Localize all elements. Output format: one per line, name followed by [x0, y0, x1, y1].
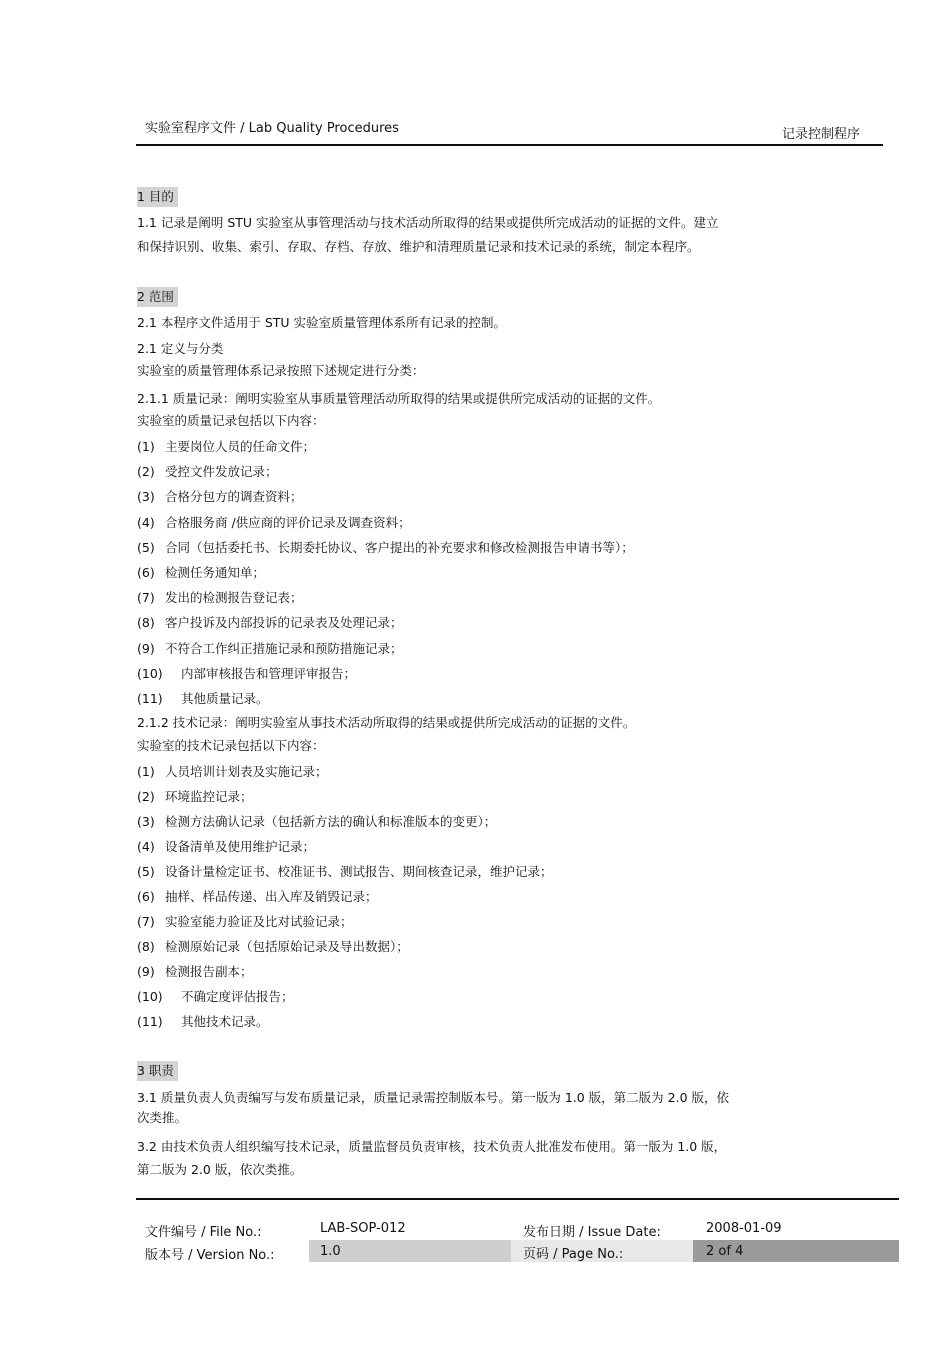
paragraph-3-1-line-2: 次类推。 — [137, 1110, 188, 1125]
technical-record-item — [137, 862, 553, 882]
technical-record-item-number: (3) — [137, 814, 155, 829]
technical-record-item — [137, 837, 315, 857]
header-rule — [136, 144, 883, 146]
quality-record-item-number: (2) — [137, 464, 155, 480]
quality-record-item-text: 受控文件发放记录； — [165, 464, 278, 480]
technical-record-item-number: (5) — [137, 864, 155, 879]
footer-version-label: 版本号 / Version No.: — [145, 1248, 275, 1263]
section-heading-scope: 2 范围 — [137, 287, 178, 307]
quality-record-item-number: (1) — [137, 439, 155, 454]
quality-record-item-text: 主要岗位人员的任命文件； — [165, 439, 316, 454]
paragraph-quality-intro: 实验室的质量记录包括以下内容： — [137, 413, 325, 428]
technical-record-item-text: 其他技术记录。 — [181, 1014, 269, 1029]
quality-record-item — [137, 462, 278, 482]
quality-record-item-text: 其他质量记录。 — [181, 691, 269, 706]
technical-record-item — [137, 812, 496, 832]
footer-rule — [136, 1198, 899, 1200]
technical-record-item — [137, 962, 253, 982]
quality-record-item-text: 合同（包括委托书、长期委托协议、客户提出的补充要求和修改检测报告申请书等）； — [165, 539, 634, 555]
paragraph-classification: 实验室的质量管理体系记录按照下述规定进行分类： — [137, 363, 425, 378]
technical-record-item-text: 实验室能力验证及比对试验记录； — [165, 914, 353, 929]
technical-record-item-number: (8) — [137, 939, 155, 954]
technical-record-item — [137, 1012, 269, 1032]
quality-record-item — [137, 437, 315, 457]
paragraph-tech-intro: 实验室的技术记录包括以下内容： — [137, 738, 325, 753]
technical-record-item-number: (4) — [137, 839, 155, 854]
quality-record-item — [137, 689, 269, 709]
paragraph-1-1-line-2: 和保持识别、收集、索引、存取、存档、存放、维护和清理质量记录和技术记录的系统，制定本程序。 — [137, 239, 700, 254]
technical-record-item-text: 设备清单及使用维护记录； — [165, 839, 316, 854]
technical-record-item — [137, 887, 378, 907]
quality-record-item-number: (4) — [137, 514, 155, 530]
quality-record-item-number: (8) — [137, 615, 155, 631]
section-heading-purpose: 1 目的 — [137, 187, 178, 207]
quality-record-item — [137, 664, 356, 684]
paragraph-3-1-line-1: 3.1 质量负责人负责编写与发布质量记录，质量记录需控制版本号。第一版为 1.0 版，第二版为 2.0 版，依 — [137, 1090, 730, 1105]
quality-record-item-number: (5) — [137, 539, 155, 555]
footer-page-value: 2 of 4 — [706, 1244, 744, 1259]
quality-record-item-text: 内部审核报告和管理评审报告； — [181, 665, 357, 681]
technical-record-item-text: 设备计量检定证书、校准证书、测试报告、期间核查记录，维护记录； — [165, 864, 553, 879]
technical-record-item-text: 检测报告副本； — [165, 964, 253, 979]
quality-record-item — [137, 639, 403, 659]
quality-record-item-text: 不符合工作纠正措施记录和预防措施记录； — [165, 640, 403, 656]
footer-file-no-label: 文件编号 / File No.: — [145, 1225, 262, 1240]
technical-record-item-text: 检测原始记录（包括原始记录及导出数据）； — [165, 939, 409, 954]
quality-record-item-number: (6) — [137, 565, 155, 580]
header-title-right: 记录控制程序 — [782, 127, 861, 142]
technical-record-item-text: 抽样、样品传递、出入库及销毁记录； — [165, 889, 378, 904]
paragraph-2-1-2: 2.1.2 技术记录：阐明实验室从事技术活动所取得的结果或提供所完成活动的证据的文件。 — [137, 715, 636, 730]
quality-record-item — [137, 513, 411, 533]
quality-record-item-text: 合格服务商 /供应商的评价记录及调查资料； — [165, 514, 411, 530]
technical-record-item — [137, 987, 294, 1007]
technical-record-item-text: 人员培训计划表及实施记录； — [165, 764, 328, 779]
paragraph-3-2-line-2: 第二版为 2.0 版，依次类推。 — [137, 1162, 303, 1177]
technical-record-item — [137, 912, 353, 932]
footer-version-value: 1.0 — [320, 1244, 341, 1259]
technical-record-item-number: (11) — [137, 1014, 163, 1029]
quality-record-item-number: (9) — [137, 640, 155, 656]
technical-record-item-number: (1) — [137, 764, 155, 779]
footer-issue-date-value: 2008-01-09 — [706, 1221, 782, 1236]
technical-record-item — [137, 937, 409, 957]
quality-record-item-text: 客户投诉及内部投诉的记录表及处理记录； — [165, 615, 403, 631]
quality-record-item — [137, 613, 403, 633]
technical-record-item-text: 不确定度评估报告； — [181, 989, 294, 1004]
quality-record-item-text: 发出的检测报告登记表； — [165, 590, 303, 606]
footer-issue-date-label: 发布日期 / Issue Date: — [523, 1225, 661, 1240]
technical-record-item-number: (6) — [137, 889, 155, 904]
paragraph-1-1-line-1: 1.1 记录是阐明 STU 实验室从事管理活动与技术活动所取得的结果或提供所完成活动的证据的文件。建立 — [137, 215, 719, 230]
quality-record-item-text: 合格分包方的调查资料； — [165, 489, 303, 505]
technical-record-item-text: 环境监控记录； — [165, 789, 253, 804]
quality-record-item — [137, 487, 303, 507]
quality-record-item-text: 检测任务通知单； — [165, 565, 266, 580]
section-heading-responsibility: 3 职责 — [137, 1061, 178, 1081]
header-title-left: 实验室程序文件 / Lab Quality Procedures — [145, 121, 399, 136]
technical-record-item-text: 检测方法确认记录（包括新方法的确认和标准版本的变更）； — [165, 814, 497, 829]
paragraph-3-2-line-1: 3.2 由技术负责人组织编写技术记录，质量监督员负责审核，技术负责人批准发布使用。第一版为 1.0 版， — [137, 1139, 727, 1154]
footer-file-no-value: LAB-SOP-012 — [320, 1221, 406, 1236]
technical-record-item-number: (9) — [137, 964, 155, 979]
technical-record-item — [137, 762, 328, 782]
technical-record-item-number: (10) — [137, 989, 163, 1004]
quality-record-item-number: (10) — [137, 665, 163, 681]
paragraph-2-1-definition: 2.1 定义与分类 — [137, 341, 224, 356]
quality-record-item — [137, 538, 634, 558]
technical-record-item-number: (7) — [137, 914, 155, 929]
quality-record-item-number: (3) — [137, 489, 155, 505]
footer-page-label: 页码 / Page No.: — [523, 1247, 624, 1262]
quality-record-item-number: (11) — [137, 691, 163, 706]
paragraph-2-1: 2.1 本程序文件适用于 STU 实验室质量管理体系所有记录的控制。 — [137, 315, 507, 330]
quality-record-item — [137, 588, 303, 608]
quality-record-item-number: (7) — [137, 590, 155, 606]
paragraph-2-1-1: 2.1.1 质量记录：阐明实验室从事质量管理活动所取得的结果或提供所完成活动的证据的文件。 — [137, 391, 661, 406]
technical-record-item — [137, 787, 253, 807]
technical-record-item-number: (2) — [137, 789, 155, 804]
quality-record-item — [137, 563, 265, 583]
